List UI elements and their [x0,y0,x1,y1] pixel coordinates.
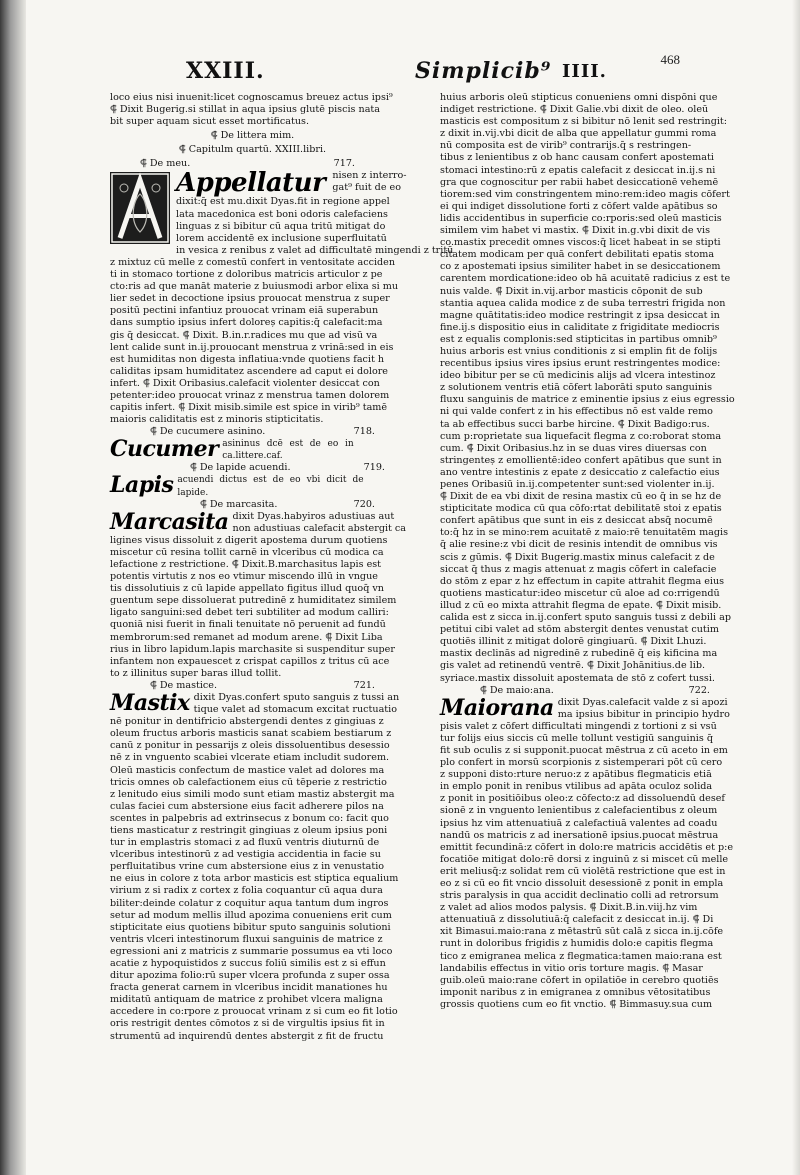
text-line: oris restrigit dentes cōmotos z si de virgultis ipsius fit in [110,1018,385,1030]
text-line: lorem accidentē ex inclusione superfluitatū [176,232,387,244]
text-line: tique valet ad stomacum excitat ructuatio [193,704,397,716]
text-line: q̄ alie resine:z vbi dicit de resinis intendit de omnibus vis [440,539,718,551]
text-line: magne quātitatis:ideo modice restringit z ipsa desiccat in [440,309,720,321]
entry-headword: Cucumer [110,436,219,463]
text-line: ei qui indiget dissolutione forti z cōfert valde apātibus so [440,200,718,212]
text-line: z lenitudo eius simili modo sunt etiam mastiz abstergit ma [110,788,395,800]
running-head-left: XXIII. [186,58,265,84]
text-line: masticis est compositum z si bibitur nō lenit sed restringit: [440,116,728,128]
text-line: quoniā nisi fuerit in finali tenuitate nō peruenit ad fundū [110,619,386,631]
text-line: vlceribus intestinorū z ad vestigia accidentia in facie su [110,849,381,861]
text-line: membrorum:sed remanet ad modum arene. ⸿ Dixit Liba [110,631,383,643]
text-line: ligines visus dissoluit z digerit apostema durum quotiens [110,534,388,546]
text-line: nū composita est de virib⁹ contrarijs.q̄ s restringen- [440,140,692,152]
text-line: to:q̄ hz in se mino:rem acuitatē z maio:rē tenuitatēm magis [440,527,729,539]
text-line: tiorem:sed vim constringentem mino:rem:ideo magis cōfert [440,188,730,200]
text-line: in vesica z renibus z valet ad difficultatē mingendi z tritū [176,244,454,256]
text-line: nisen z interro- [332,170,407,182]
text-line: miscetur cū resina tollit carnē in vlceribus cū modica ca [110,546,384,558]
text-line: cum. ⸿ Dixit Oribasius.hz in se duas vires diuersas con [440,442,707,454]
text-line: capitis infert. ⸿ Dixit misib.simile est spice in virib⁹ tamē [110,402,388,414]
text-line: guentum sepe dissoluerat putredinē z humiditatez similem [110,595,397,607]
entry-mastix-body [110,716,399,1043]
text-line: fluxu sanguinis de matrice z eminentie ipsius z eius egressio [440,394,735,406]
text-line: nē ponitur in dentifricio abstergendi dentes z gingiuas z [110,716,384,728]
entry-number: 720. [353,498,375,510]
text-line: z dixit in.vij.vbi dicit de alba que appellatur gummi roma [440,128,717,140]
text-line: citatem modicam per quā confert debilitati epatis stoma [440,249,715,261]
text-line: carentem mordicatione:ideo ob hā acuitatē radicius z est te [440,273,731,285]
text-line: siccat q̄ thus z magis attenuat z magis cōfert in calefacie [440,563,717,575]
text-line: gis valet ad retinendū ventrē. ⸿ Dixit Johānitius.de lib. [440,660,706,672]
entry-number: 721. [353,679,375,691]
text-line: dans sumptio ipsius infert doloreș capitis:q̄ calefacit:ma [110,317,383,329]
text-line: in emplo ponit in renibus vtilibus ad apāta oculoz solida [440,781,713,793]
text-line: z mixtuz cū melle z comestū confert in ventositate acciden [110,256,396,268]
text-line: ma ipsius bibitur in principio hydro [557,708,730,720]
text-line: tis dissolutiuis z cū lapide appellato figitus illud quoq̄ vn [110,583,384,595]
text-line: potentis virtutis z nos eo vtimur miscendo illū in vngue [110,571,378,583]
running-head-number: IIII. [562,61,607,82]
text-line: est z equalis complonis:sed stipticitas in partibus omnib⁹ [440,333,717,345]
page-gutter-shadow [0,0,26,1175]
text-line: maioris caliditatis est z minoris stipticitatis. [110,414,324,426]
text-line: infantem non expauescet z crispat capillos z tritus cū ace [110,655,390,667]
section-heading: ⸿ De marcasita. [200,498,278,510]
left-column [110,92,454,1043]
entry-number: 719. [363,462,385,474]
text-line: stipticitate modica cū qua cōfo:rtat debilitatē stoi z epatis [440,503,722,515]
text-line: ipsius hz vim attenuatiuā z calefactiuā valentes ad coadu [440,817,718,829]
text-line: to z illinitus super baras illud tollit. [110,667,282,679]
text-line: tiens masticatur z restringit gingiuas z oleum ipsius poni [110,824,388,836]
text-line: est humiditas non digesta inflatiua:vnde quotiens facit h [110,353,385,365]
entry-headword: Marcasita [110,508,229,535]
text-line: oleum fructus arboris masticis sanat scabiem bestiarum z [110,728,392,740]
text-line: erit meliusq̄:z solidat rem cū violētā restrictione que est in [440,865,726,877]
text-line: guib.oleū maio:rane cōfert in opilatiōe in cerebro quotiēs [440,974,719,986]
text-line: ti in stomaco tortione z doloribus matricis articulor z pe [110,269,383,281]
text-line: ⸿ Dixit de ea vbi dixit de resina mastix cū eo q̄ in se hz de [440,491,722,503]
text-line: dixit Dyas.habyiros adustiuas aut [232,510,395,522]
section-heading: ⸿ De littera mim. [210,130,295,142]
text-line: quotiens masticatur:ideo miscetur cū aloe ad co:rrigendū [440,587,720,599]
text-line: ditur apozima folio:rū super vlcera profunda z super ossa [110,970,390,982]
text-line: strumentū ad inquirendū dentes abstergit z fit de fructu [110,1030,384,1042]
text-line: nandū os matricis z ad inersationē ipsius.puocat mēstrua [440,829,719,841]
text-line: dixit Dyas.calefacit valde z si apozi [557,696,728,708]
text-line: egressioni ani z matricis z summarie possumus ea vti loco [110,945,393,957]
text-line: stringenteș z emollientē:ideo confert apātibus que sunt in [440,454,722,466]
entry-meu [110,168,407,244]
text-line: syriace.mastix dissoluit apostemata de stō z cofert tussi. [440,672,715,684]
text-line: Oleū masticis confectum de mastice valet ad dolores ma [110,764,385,776]
text-line: mastix declinās ad nigredinē z rubedinē q̄ eiș kificina ma [440,648,718,660]
text-line: focatiōe mitigat dolo:rē dorsi z inguinū z si miscet cū melle [440,853,729,865]
text-line: z ponit in positiōibus oleo:z cōfecto:z ad dissoluendū desef [440,793,725,805]
text-line: bit super aquam sicut esset mortificatus. [110,116,310,128]
text-line: ligato sanguini:sed debet teri subtiliter ad modum calliri: [110,607,389,619]
text-line: nē z in vnguento scabiei vlcerate etiam includit sudorem. [110,752,390,764]
text-line: recentibus ipsius vires ipsius erunt restringentes modice: [440,358,721,370]
text-line: sionē z in vnguento lenientibus z calefacientibus z oleum [440,805,718,817]
text-line: lier sedet in decoctione ipsius prouocat menstrua z super [110,293,390,305]
text-line: stantia aquea calida modice z de suba terrestri frigida non [440,297,726,309]
entry-headword: Maiorana [440,694,554,721]
text-line: scis z gūmis. ⸿ Dixit Bugerig.mastix minus calefacit z de [440,551,715,563]
text-line: acuendi dictus est de eo vbi dicit de lapide. [177,475,364,498]
text-line: cto:ris ad que manāt materie z buiusmodi arbor elixa si mu [110,281,399,293]
text-line: canū z ponitur in pessarijs z oleis dissoluentibus desessio [110,740,390,752]
text-line: tricis omnes ob calefactionem eius cū tēperie z restrictio [110,776,387,788]
text-line: loco eius nisi inuenit:licet cognoscamus breuez actus ipsi⁹ [110,92,393,103]
section-heading: ⸿ De mastice. [150,679,218,691]
section-heading: ⸿ De maio:ana. [480,684,554,696]
text-line: dixit:q̄ est mu.dixit Dyas.fit in regione appel [176,196,390,208]
text-line: accedere in co:rpore z prouocat vrinam z si cum eo fit lotio [110,1006,398,1018]
text-line: positū pectini infantiuz prouocat vrinam eiā superabun [110,305,379,317]
text-line: illud z cū eo mixta attrahit flegma de epate. ⸿ Dixit misib. [440,599,722,611]
text-line: lidis accidentibus in superficie co:rporis:sed oleū masticis [440,212,722,224]
text-line: scentes in palpebris ad extrinsecus z bonum co: facit quo [110,812,389,824]
text-line: plo confert in morsū scorpionis z sistemperari pōt cū cero [440,757,723,769]
text-line: imponit naribus z in emigranea z omnibus vētositatibus [440,986,711,998]
text-line: eo z si cū eo fit vncio dissoluit desessionē z ponit in empla [440,878,724,889]
text-line: nuis valde. ⸿ Dixit in.vij.arbor masticis cōponit de sub [440,285,703,297]
entry-mastix [110,689,400,716]
text-line: confert apātibus que sunt in eis z desiccat absq̄ nocumē [440,515,713,527]
text-line: tibus z lenientibus z ob hanc causam confert apostemati [440,152,714,164]
text-line: emittit fecundinā:z cōfert in dolo:re matricis accidētis et p:e [440,841,734,853]
text-line: lefactione z restrictione. ⸿ Dixit.B.marchasitus lapis est [110,559,382,570]
text-line: similem vim habet vi mastix. ⸿ Dixit in.g.vbi dixit de vis [440,225,711,237]
text-line: landabilis effectus in vitio oris torture magis. ⸿ Masar [440,962,703,974]
text-line: pisis valet z cōfert difficultati mingendi z tortioni z si vsū [440,720,717,732]
decorated-initial-a [110,172,170,244]
folio-number: 468 [660,52,680,67]
text-line: huius arboris oleū stipticus conueniens omni dispōni que [440,92,718,103]
text-line: fracta generat carnem in vlceribus incidit manationes hu [110,982,388,994]
text-line: fine.ij.s dispositio eius in caliditate z frigiditate mediocris [440,321,720,333]
entry-number: 718. [353,426,375,438]
text-line: stipticitate eius quotiens bibitur sputo sanguinis solutioni [110,921,391,933]
text-line: petitui cibi valet ad stōm abstergit dentes venustat cutim [440,624,719,636]
text-line: co z apostemati ipsius similiter habet in se desiccationem [440,261,721,273]
entry-number: 717. [333,158,355,170]
text-line: indiget restrictione. ⸿ Dixit Galie.vbi dixit de oleo. oleū [440,104,709,116]
entry-number: 722. [688,684,710,696]
text-line: co.mastix precedit omnes viscos:q̄ licet habeat in se stipti [440,237,721,249]
text-line: attenuatiuā z dissolutiuā:q̄ calefacit z desiccat in.ij. ⸿ Di [440,914,714,926]
text-line: ni qui valde confert z in his effectibus nō est valde remo [440,406,713,418]
text-line: stomaci intestino:rū z epatis calefacit z desiccat in.ij.s ni [440,164,716,176]
text-line: tur in emplastris stomaci z ad fluxū ventris diuturnū de [110,837,380,849]
text-line: huius arboris est vnius conditionis z si emplin fit de folijs [440,345,718,357]
text-line: culas faciei cum abstersione eius facit adherere pilos na [110,800,384,812]
text-line: lata macedonica est boni odoris calefaciens [176,208,388,220]
text-line: stris paralysis in qua accidit declinatio colli ad retrorsum [440,890,719,902]
text-line: fit sub oculis z si supponit.puocat mēstrua z cū aceto in em [440,744,728,756]
entry-mastix-continued [440,92,735,685]
entry-headword: Appellatur [176,168,326,199]
text-line: miditatū antiquam de matrice z prohibet vlcera maligna [110,994,383,1006]
text-line: asininus dcē est de eo in ca.littere.caf. [222,439,354,462]
text-line: z solutionem ventris etiā cōfert laborāti sputo sanguinis [440,382,713,394]
text-line: tur folijs eius siccis cū melle tollunt vestigiū sanguinis q̄ [440,732,713,744]
text-line: ventris vlceri intestinorum fluxui sanguinis de matrice z [110,933,383,945]
entry-maiorana-body [440,720,734,1011]
right-column [440,92,735,1011]
text-line: biliter:deinde colatur z coquitur aqua tantum dum ingros [110,897,389,909]
text-line: quotiēs illinit z mitigat dolorē gingiuarū. ⸿ Dixit Lhuzi. [440,636,707,648]
entry-marcasita [110,508,407,535]
text-line: gat⁹ fuit de eo [332,182,401,194]
text-line: dixit Dyas.confert sputo sanguis z tussi an [193,691,400,703]
page-edge [792,0,800,1175]
text-line: grossis quotiens cum eo fit vnctio. ⸿ Bimmasuy.sua cum [440,998,713,1010]
text-line: ta ab effectibus succi barbe hircine. ⸿ Dixit Badigo:rus. [440,418,710,430]
text-line: non adustiuas calefacit abstergit ca [232,522,407,534]
text-line: virium z si radix z cortex z folia coquantur cū aqua dura [110,885,383,897]
text-line: acatie z hypoquistidos z succus foliū similis est z si effun [110,958,386,969]
text-line: tico z emigranea melica z flegmatica:tamen maio:rana est [440,950,722,962]
entry-cucumer [110,438,354,462]
text-line: calida est z sicca in.ij.confert sputo sanguis tussi z debili ap [440,612,731,624]
entry-maiorana [440,694,730,721]
entry-headword: Lapis [110,472,174,499]
text-line: ⸿ Dixit Bugerig.si stillat in aqua ipsius glutē piscis nata [110,104,380,116]
text-line: xit Bimasui.maio:rana z mētastrū sūt calā z sicca in.ij.cōfe [440,926,724,938]
text-line: perfluitatibus vrine cum abstersione eius z in venustatio [110,861,385,873]
running-head-title: Simplicib⁹ [415,58,552,84]
text-line: runt in doloribus frigidis z humidis dolo:e capitis flegma [440,938,714,950]
text-line: do stōm z epar z hz effectum in capite attrahit flegma eius [440,575,725,587]
text-line: cum p:roprietate sua liquefacit flegma z co:roborat stoma [440,430,722,442]
section-heading: ⸿ De lapide acuendi. [190,462,291,474]
entry-headword: Mastix [110,689,190,716]
text-line: z valet ad alios modos palysis. ⸿ Dixit.B.in.viij.hz vim [440,902,698,914]
text-line: penes Oribasiū in.ij.competenter sunt:sed violenter in.ij. [440,479,715,490]
section-heading: ⸿ De cucumere asinino. [150,426,266,438]
text-line: ne eius in colore z tota arbor masticis est stiptica equalium [110,873,399,885]
entry-lapis [110,474,364,498]
text-line: lent calide sunt in.ij.prouocant menstrua z vrinā:sed in eis [110,341,394,353]
text-line: setur ad modum mellis illud apozima conueniens erit cum [110,909,392,921]
text-line: gra que cognoscitur per rabii habet desiccationē vehemē [440,176,719,188]
text-line: infert. ⸿ Dixit Oribasius.calefacit violenter desiccat con [110,377,380,389]
text-line: z supponi disto:rture neruo:z z apātibus flegmaticis etiā [440,769,712,781]
text-line: rius in libro lapidum.lapis marchasite si suspenditur super [110,643,395,655]
text-line: linguas z si bibitur cū aqua tritū mitigat do [176,220,386,232]
text-line: ano ventre intestinis z epate z desiccatio z calefactio eius [440,466,720,478]
section-heading: ⸿ De meu. [140,158,191,170]
text-line: caliditas ipsam humiditatez ascendere ad caput ei dolore [110,365,388,377]
text-line: gis q̄ desiccat. ⸿ Dixit. B.in.r.radices mu que ad visū va [110,329,378,341]
text-line: petenter:ideo prouocat vrinaz z menstrua tamen dolorem [110,389,390,401]
text-line: ideo bibitur per se cū medicinis alijs ad vlcera intestinoz [440,370,716,382]
chapter-heading: ⸿ Capitulm quartū. XXIII.libri. [178,144,327,156]
